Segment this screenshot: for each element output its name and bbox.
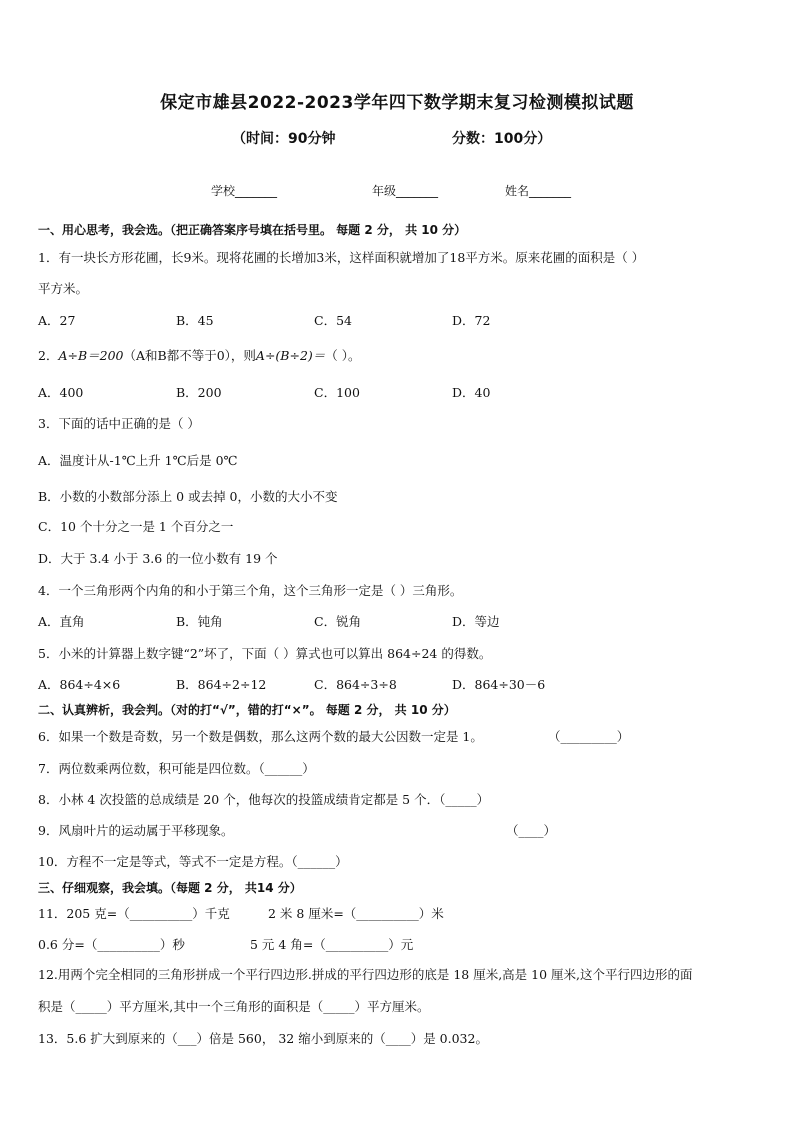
section-2-heading: 二、认真辨析，我会判。（对的打“√”，错的打“×”。 每题 2 分， 共 10 分） <box>38 703 456 717</box>
q1-option-a[interactable]: A．27 <box>38 313 76 328</box>
q2-option-c[interactable]: C．100 <box>314 385 360 400</box>
q5-option-c[interactable]: C．864÷3÷8 <box>314 677 397 692</box>
q3-option-b[interactable]: B．小数的小数部分添上 0 或去掉 0，小数的大小不变 <box>38 489 338 504</box>
q2-option-b[interactable]: B．200 <box>176 385 222 400</box>
q1-option-c[interactable]: C．54 <box>314 313 352 328</box>
grade-field[interactable]: 年级_______ <box>372 184 439 198</box>
q9-stem: 9．风扇叶片的运动属于平移现象。 <box>38 823 234 838</box>
student-info <box>0 182 794 202</box>
exam-meta <box>0 128 794 152</box>
q9-answer-blank[interactable]: （____） <box>506 823 557 838</box>
q10-stem: 10．方程不一定是等式，等式不一定是方程。（______） <box>38 854 348 869</box>
q13-stem: 13．5.6 扩大到原来的（___）倍是 560， 32 缩小到原来的（____）是 0.032。 <box>38 1031 488 1046</box>
q1-stem: 1．有一块长方形花圃，长9米。现将花圃的长增加3米，这样面积就增加了18平方米。原来花圃的面积是（ ） <box>38 250 645 265</box>
q2-expression-2: A÷(B÷2)＝ <box>255 348 326 363</box>
q5-option-b[interactable]: B．864÷2÷12 <box>176 677 267 692</box>
q5-option-d[interactable]: D．864÷30－6 <box>452 677 546 692</box>
q3-option-d[interactable]: D．大于 3.4 小于 3.6 的一位小数有 19 个 <box>38 551 278 566</box>
q2-option-d[interactable]: D．40 <box>452 385 491 400</box>
q11-part-d: 5 元 4 角=（__________）元 <box>250 937 414 952</box>
q1-stem-cont: 平方米。 <box>38 281 89 296</box>
q3-option-a[interactable]: A．温度计从-1℃上升 1℃后是 0℃ <box>38 453 238 468</box>
q11-part-a: 11．205 克=（__________）千克 <box>38 906 230 921</box>
q4-option-d[interactable]: D．等边 <box>452 614 500 629</box>
q4-option-a[interactable]: A．直角 <box>38 614 85 629</box>
q4-stem: 4．一个三角形两个内角的和小于第三个角，这个三角形一定是（ ）三角形。 <box>38 583 463 598</box>
exam-title: 保定市雄县2022-2023学年四下数学期末复习检测模拟试题 <box>160 93 634 113</box>
q4-option-c[interactable]: C．锐角 <box>314 614 362 629</box>
q8-stem: 8．小林 4 次投篮的总成绩是 20 个，他每次的投篮成绩肯定都是 5 个．（_____） <box>38 792 490 807</box>
section-3-heading: 三、仔细观察，我会填。（每题 2 分， 共14 分） <box>38 881 302 895</box>
q2-number: 2． <box>38 348 59 363</box>
q2-expression-1: A÷B＝200 <box>58 348 124 363</box>
q11-part-b: 2 米 8 厘米=（__________）米 <box>268 906 444 921</box>
q6-answer-blank[interactable]: （_________） <box>548 729 630 744</box>
q3-option-c[interactable]: C．10 个十分之一是 1 个百分之一 <box>38 519 234 534</box>
q11-part-c: 0.6 分=（__________）秒 <box>38 937 185 952</box>
q2-option-a[interactable]: A．400 <box>38 385 84 400</box>
q6-stem: 6．如果一个数是奇数，另一个数是偶数，那么这两个数的最大公因数一定是 1。 <box>38 729 483 744</box>
q4-option-b[interactable]: B．钝角 <box>176 614 223 629</box>
q5-option-a[interactable]: A．864÷4×6 <box>38 677 121 692</box>
q12-stem-cont: 积是（_____）平方厘米,其中一个三角形的面积是（_____）平方厘米。 <box>38 999 430 1014</box>
q2-blank: （ ）。 <box>325 348 361 363</box>
q2-stem <box>38 348 361 364</box>
score-label: 分数：100分） <box>452 131 552 147</box>
q2-condition: （A和B都不等于0），则 <box>123 348 256 363</box>
q1-option-b[interactable]: B．45 <box>176 313 214 328</box>
time-label: （时间：90分钟 <box>232 131 336 147</box>
name-field[interactable]: 姓名_______ <box>505 184 572 198</box>
q5-stem: 5．小米的计算器上数字键“2”坏了，下面（ ）算式也可以算出 864÷24 的得数。 <box>38 646 492 661</box>
q3-stem: 3．下面的话中正确的是（ ） <box>38 416 200 431</box>
q12-stem: 12.用两个完全相同的三角形拼成一个平行四边形.拼成的平行四边形的底是 18 厘米,高是 10 厘米,这个平行四边形的面 <box>38 967 693 982</box>
section-1-heading: 一、用心思考，我会选。（把正确答案序号填在括号里。 每题 2 分， 共 10 分） <box>38 223 467 237</box>
school-field[interactable]: 学校_______ <box>211 184 278 198</box>
q7-stem: 7．两位数乘两位数，积可能是四位数。（______） <box>38 761 315 776</box>
q1-option-d[interactable]: D．72 <box>452 313 491 328</box>
